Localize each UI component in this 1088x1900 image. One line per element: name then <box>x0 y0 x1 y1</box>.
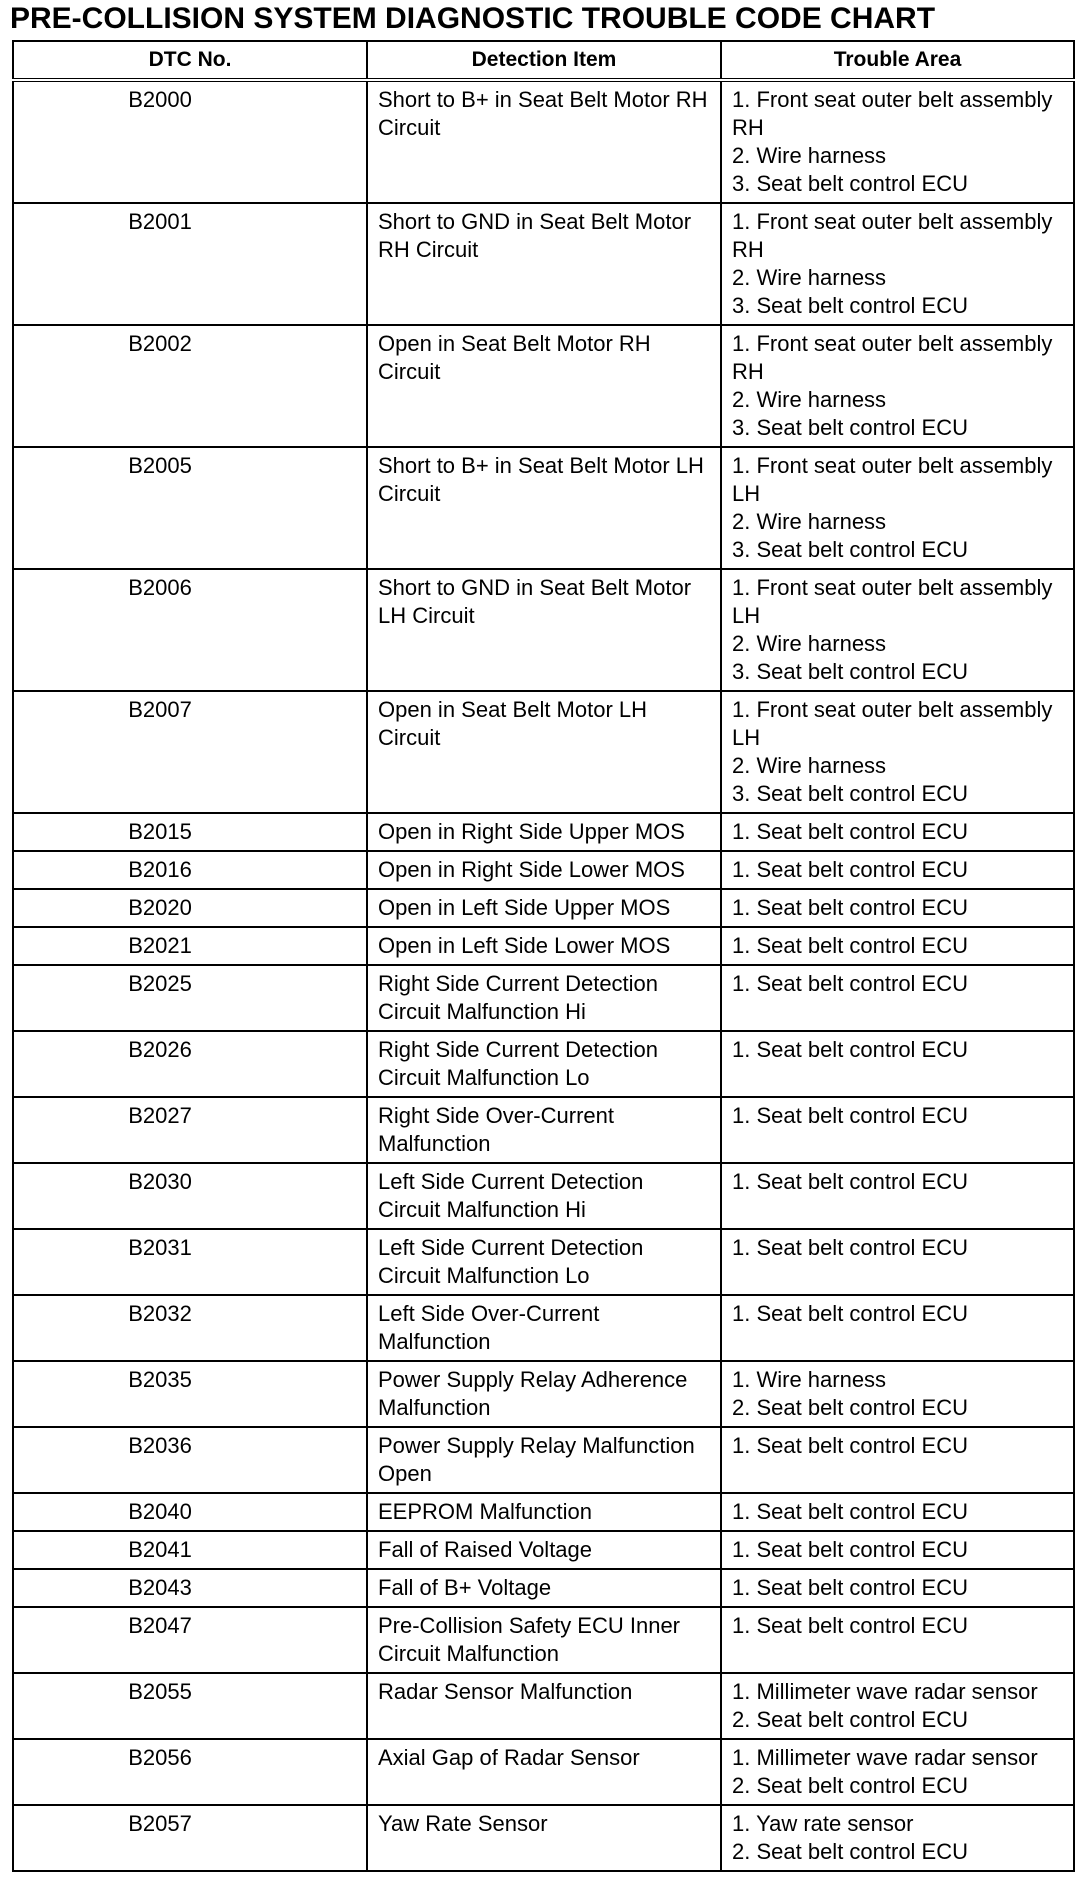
detection-item-cell: Open in Seat Belt Motor LH Circuit <box>367 691 721 813</box>
trouble-area-line: 2. Wire harness <box>732 509 887 534</box>
dtc-code-cell: B2030 <box>13 1163 367 1229</box>
dtc-code-cell: B2040 <box>13 1493 367 1531</box>
trouble-area-line: 3. Seat belt control ECU <box>732 415 969 440</box>
table-row <box>13 1031 1074 1097</box>
trouble-area-line: 1. Seat belt control ECU <box>732 819 969 844</box>
dtc-code-cell: B2015 <box>13 813 367 851</box>
detection-item-cell: Fall of Raised Voltage <box>367 1531 721 1569</box>
detection-item-cell: Power Supply Relay Malfunction Open <box>367 1427 721 1493</box>
trouble-area-line: 2. Seat belt control ECU <box>732 1395 969 1420</box>
trouble-area-line: 1. Seat belt control ECU <box>732 971 969 996</box>
table-row <box>13 1569 1074 1607</box>
dtc-code-cell: B2055 <box>13 1673 367 1739</box>
table-row <box>13 325 1074 447</box>
trouble-area-line: 1. Seat belt control ECU <box>732 1103 969 1128</box>
table-row <box>13 813 1074 851</box>
trouble-area-cell <box>721 1531 1074 1569</box>
table-row <box>13 1427 1074 1493</box>
detection-item-cell: Short to GND in Seat Belt Motor LH Circuit <box>367 569 721 691</box>
table-row <box>13 1673 1074 1739</box>
detection-item-cell: Short to B+ in Seat Belt Motor RH Circuit <box>367 80 721 203</box>
table-row <box>13 1493 1074 1531</box>
dtc-code-cell: B2043 <box>13 1569 367 1607</box>
table-row <box>13 965 1074 1031</box>
table-row <box>13 569 1074 691</box>
trouble-area-cell <box>721 1361 1074 1427</box>
dtc-code-cell: B2005 <box>13 447 367 569</box>
trouble-area-line: 2. Seat belt control ECU <box>732 1773 969 1798</box>
trouble-area-line: 1. Seat belt control ECU <box>732 1499 969 1524</box>
table-row <box>13 1229 1074 1295</box>
trouble-area-cell <box>721 965 1074 1031</box>
table-row <box>13 1531 1074 1569</box>
trouble-area-cell <box>721 325 1074 447</box>
table-row <box>13 1739 1074 1805</box>
dtc-code-cell: B2001 <box>13 203 367 325</box>
dtc-code-cell: B2020 <box>13 889 367 927</box>
trouble-area-line: 2. Seat belt control ECU <box>732 1839 969 1864</box>
dtc-code-cell: B2036 <box>13 1427 367 1493</box>
trouble-area-cell <box>721 447 1074 569</box>
trouble-area-cell <box>721 1607 1074 1673</box>
trouble-area-cell <box>721 1569 1074 1607</box>
detection-item-cell: Pre-Collision Safety ECU Inner Circuit Malfunction <box>367 1607 721 1673</box>
trouble-area-line: 3. Seat belt control ECU <box>732 537 969 562</box>
trouble-area-line: 1. Seat belt control ECU <box>732 1235 969 1260</box>
trouble-area-line: 1. Front seat outer belt assembly <box>732 331 1053 356</box>
trouble-area-cell <box>721 1097 1074 1163</box>
trouble-area-line: 2. Wire harness <box>732 387 887 412</box>
dtc-code-cell: B2016 <box>13 851 367 889</box>
detection-item-cell: Right Side Current Detection Circuit Malfunction Hi <box>367 965 721 1031</box>
dtc-code-cell: B2031 <box>13 1229 367 1295</box>
trouble-area-line: RH <box>732 115 764 140</box>
table-row <box>13 1607 1074 1673</box>
page-title: PRE-COLLISION SYSTEM DIAGNOSTIC TROUBLE CODE CHART <box>10 2 936 35</box>
trouble-area-line: 1. Front seat outer belt assembly <box>732 87 1053 112</box>
table-row <box>13 80 1074 203</box>
trouble-area-cell <box>721 1163 1074 1229</box>
detection-item-cell: Open in Right Side Lower MOS <box>367 851 721 889</box>
dtc-code-cell: B2021 <box>13 927 367 965</box>
table-row <box>13 203 1074 325</box>
table-row <box>13 1097 1074 1163</box>
trouble-area-cell <box>721 1031 1074 1097</box>
detection-item-cell: EEPROM Malfunction <box>367 1493 721 1531</box>
table-row <box>13 1361 1074 1427</box>
trouble-area-line: 3. Seat belt control ECU <box>732 293 969 318</box>
table-row <box>13 1295 1074 1361</box>
dtc-code-cell: B2056 <box>13 1739 367 1805</box>
trouble-area-line: 3. Seat belt control ECU <box>732 171 969 196</box>
trouble-area-line: 2. Wire harness <box>732 143 887 168</box>
dtc-code-cell: B2027 <box>13 1097 367 1163</box>
trouble-area-line: 1. Seat belt control ECU <box>732 1575 969 1600</box>
dtc-code-cell: B2035 <box>13 1361 367 1427</box>
trouble-area-cell <box>721 813 1074 851</box>
trouble-area-line: LH <box>732 725 761 750</box>
trouble-area-cell <box>721 203 1074 325</box>
trouble-area-cell <box>721 1805 1074 1871</box>
table-row <box>13 1163 1074 1229</box>
trouble-area-line: LH <box>732 603 761 628</box>
dtc-code-cell: B2057 <box>13 1805 367 1871</box>
detection-item-cell: Left Side Over-Current Malfunction <box>367 1295 721 1361</box>
trouble-area-cell <box>721 927 1074 965</box>
trouble-area-cell <box>721 851 1074 889</box>
table-body <box>13 80 1074 1871</box>
trouble-area-line: 1. Front seat outer belt assembly <box>732 575 1053 600</box>
trouble-area-line: 1. Seat belt control ECU <box>732 1037 969 1062</box>
dtc-code-cell: B2047 <box>13 1607 367 1673</box>
table-row <box>13 927 1074 965</box>
trouble-area-cell <box>721 1673 1074 1739</box>
detection-item-cell: Open in Right Side Upper MOS <box>367 813 721 851</box>
trouble-area-line: RH <box>732 359 764 384</box>
dtc-code-cell: B2032 <box>13 1295 367 1361</box>
trouble-area-line: 1. Seat belt control ECU <box>732 933 969 958</box>
detection-item-cell: Left Side Current Detection Circuit Malfunction Lo <box>367 1229 721 1295</box>
trouble-area-line: 3. Seat belt control ECU <box>732 659 969 684</box>
detection-item-cell: Open in Seat Belt Motor RH Circuit <box>367 325 721 447</box>
column-header-detection-item: Detection Item <box>367 41 721 80</box>
trouble-area-line: 2. Wire harness <box>732 631 887 656</box>
trouble-area-line: 2. Seat belt control ECU <box>732 1707 969 1732</box>
column-header-dtc-no: DTC No. <box>13 41 367 80</box>
detection-item-cell: Radar Sensor Malfunction <box>367 1673 721 1739</box>
trouble-area-line: LH <box>732 481 761 506</box>
dtc-table <box>12 40 1075 1872</box>
trouble-area-line: 2. Wire harness <box>732 753 887 778</box>
detection-item-cell: Open in Left Side Upper MOS <box>367 889 721 927</box>
dtc-code-cell: B2041 <box>13 1531 367 1569</box>
detection-item-cell: Fall of B+ Voltage <box>367 1569 721 1607</box>
detection-item-cell: Short to B+ in Seat Belt Motor LH Circuit <box>367 447 721 569</box>
trouble-area-line: 1. Seat belt control ECU <box>732 1537 969 1562</box>
table-row <box>13 447 1074 569</box>
dtc-code-cell: B2007 <box>13 691 367 813</box>
trouble-area-cell <box>721 889 1074 927</box>
detection-item-cell: Left Side Current Detection Circuit Malfunction Hi <box>367 1163 721 1229</box>
trouble-area-cell <box>721 80 1074 203</box>
table-row <box>13 1805 1074 1871</box>
trouble-area-line: 1. Seat belt control ECU <box>732 1433 969 1458</box>
table-row <box>13 691 1074 813</box>
dtc-code-cell: B2002 <box>13 325 367 447</box>
trouble-area-cell <box>721 1493 1074 1531</box>
trouble-area-line: 1. Seat belt control ECU <box>732 1169 969 1194</box>
table-row <box>13 851 1074 889</box>
trouble-area-line: 1. Front seat outer belt assembly <box>732 453 1053 478</box>
detection-item-cell: Open in Left Side Lower MOS <box>367 927 721 965</box>
detection-item-cell: Power Supply Relay Adherence Malfunction <box>367 1361 721 1427</box>
trouble-area-line: 1. Wire harness <box>732 1367 887 1392</box>
trouble-area-line: 1. Seat belt control ECU <box>732 1613 969 1638</box>
detection-item-cell: Right Side Current Detection Circuit Malfunction Lo <box>367 1031 721 1097</box>
detection-item-cell: Right Side Over-Current Malfunction <box>367 1097 721 1163</box>
trouble-area-cell <box>721 1295 1074 1361</box>
trouble-area-line: 1. Millimeter wave radar sensor <box>732 1679 1038 1704</box>
table-header <box>13 41 1074 80</box>
column-header-trouble-area: Trouble Area <box>721 41 1074 80</box>
trouble-area-line: 1. Millimeter wave radar sensor <box>732 1745 1038 1770</box>
trouble-area-cell <box>721 1427 1074 1493</box>
detection-item-cell: Yaw Rate Sensor <box>367 1805 721 1871</box>
trouble-area-line: RH <box>732 237 764 262</box>
trouble-area-line: 1. Seat belt control ECU <box>732 895 969 920</box>
dtc-code-cell: B2006 <box>13 569 367 691</box>
detection-item-cell: Axial Gap of Radar Sensor <box>367 1739 721 1805</box>
trouble-area-cell <box>721 1229 1074 1295</box>
trouble-area-cell <box>721 1739 1074 1805</box>
dtc-code-cell: B2000 <box>13 80 367 203</box>
header-row <box>13 41 1074 80</box>
dtc-code-cell: B2026 <box>13 1031 367 1097</box>
trouble-area-line: 1. Yaw rate sensor <box>732 1811 914 1836</box>
trouble-area-cell <box>721 569 1074 691</box>
trouble-area-cell <box>721 691 1074 813</box>
trouble-area-line: 2. Wire harness <box>732 265 887 290</box>
trouble-area-line: 1. Seat belt control ECU <box>732 1301 969 1326</box>
trouble-area-line: 3. Seat belt control ECU <box>732 781 969 806</box>
trouble-area-line: 1. Front seat outer belt assembly <box>732 209 1053 234</box>
table-row <box>13 889 1074 927</box>
trouble-area-line: 1. Front seat outer belt assembly <box>732 697 1053 722</box>
dtc-code-cell: B2025 <box>13 965 367 1031</box>
detection-item-cell: Short to GND in Seat Belt Motor RH Circuit <box>367 203 721 325</box>
trouble-area-line: 1. Seat belt control ECU <box>732 857 969 882</box>
